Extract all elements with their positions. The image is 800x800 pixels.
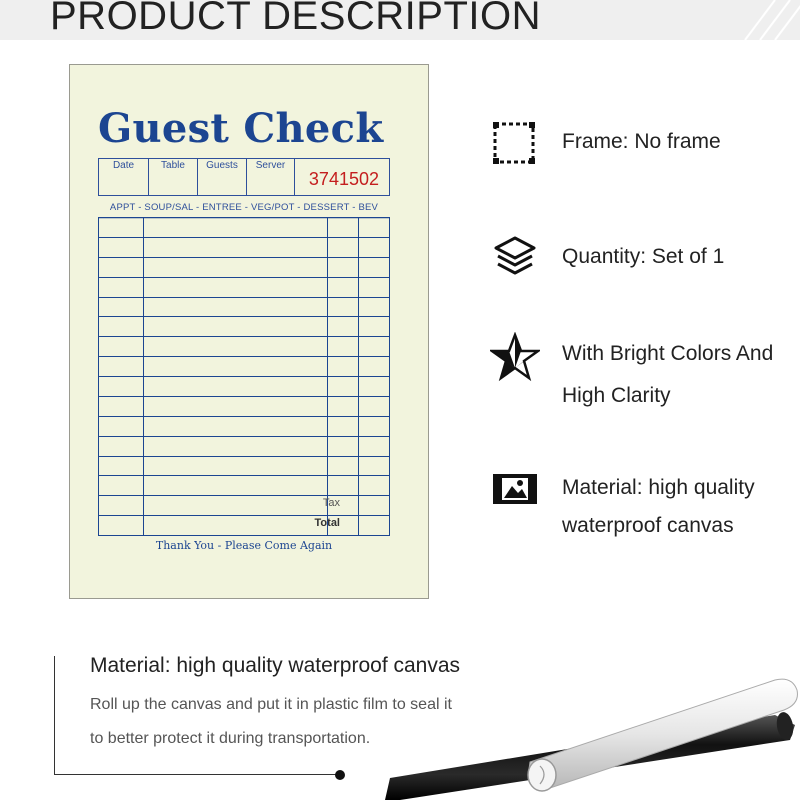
page-title: PRODUCT DESCRIPTION [50, 0, 542, 38]
rolled-canvas-image [380, 670, 800, 800]
tax-label: Tax [322, 497, 340, 509]
feature-quantity-label: Quantity: Set of 1 [562, 245, 725, 268]
bottom-description-line-2: to better protect it during transportation. [90, 730, 371, 747]
header-fields-box [98, 158, 390, 196]
order-lines [98, 217, 390, 536]
header-band [0, 0, 800, 40]
total-label: Total [314, 517, 340, 529]
field-guests: Guests [198, 159, 247, 195]
bottom-title: Material: high quality waterproof canvas [90, 654, 461, 677]
guest-check-title: Guest Check [98, 105, 384, 152]
feature-frame-label: Frame: No frame [562, 130, 721, 153]
feature-colors-label-1: With Bright Colors And [562, 342, 774, 365]
check-number: 3741502 [308, 169, 379, 189]
star-icon [490, 332, 540, 382]
layers-icon [490, 233, 540, 283]
canvas-print [69, 64, 429, 599]
feature-material-label-2: waterproof canvas [562, 514, 734, 537]
field-table: Table [149, 159, 198, 195]
bottom-description-line-1: Roll up the canvas and put it in plastic film to seal it [90, 696, 452, 713]
feature-colors-label-2: High Clarity [562, 384, 671, 407]
header-stripes-decoration [730, 0, 800, 40]
frame-icon [490, 118, 540, 168]
image-icon [490, 464, 540, 514]
thank-you-footer: Thank You - Please Come Again [155, 539, 333, 552]
feature-material-label-1: Material: high quality [562, 476, 755, 499]
field-server: Server [247, 159, 295, 195]
category-line: APPT - SOUP/SAL - ENTREE - VEG/POT - DESSERT - BEV [109, 202, 379, 213]
field-date: Date [99, 159, 149, 195]
bottom-divider-dot [335, 770, 345, 780]
order-lines-grid [98, 217, 390, 536]
bottom-divider-horizontal [54, 774, 340, 775]
bottom-divider-vertical [54, 656, 55, 774]
